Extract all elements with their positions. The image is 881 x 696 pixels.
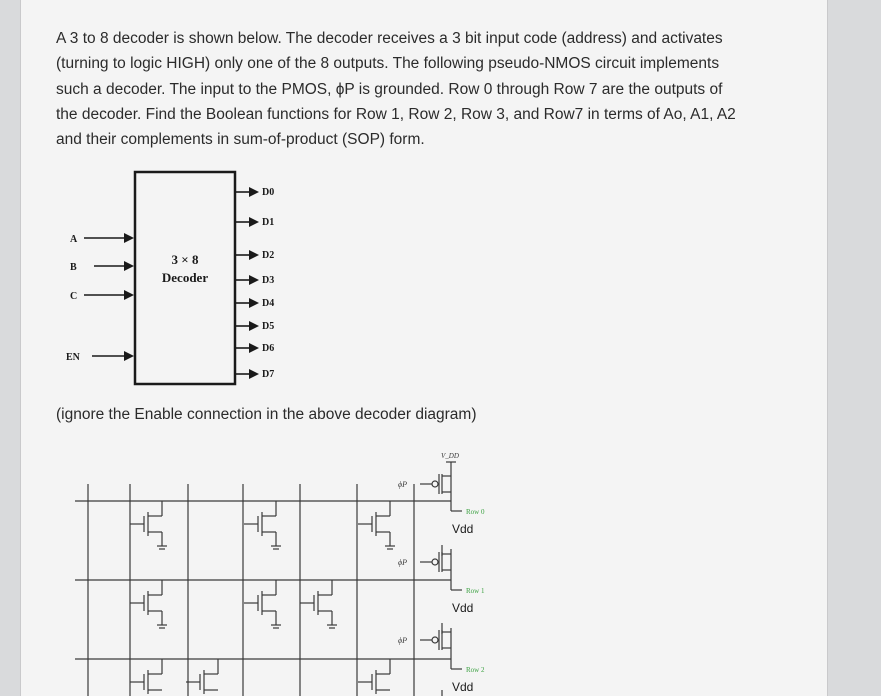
output-label-d7: D7 [262,369,275,380]
pseudo-nmos-circuit [75,462,462,696]
output-label-d5: D5 [262,321,275,332]
vdd-label-row1: Vdd [452,601,474,615]
row-label-1: Row 1 [466,587,485,595]
enable-note: (ignore the Enable connection in the above decoder diagram) [56,406,477,423]
vdd-label-row0: Vdd [452,522,474,536]
output-label-d2: D2 [262,250,275,261]
output-label-d0: D0 [262,187,275,198]
vdd-label-row2: Vdd [452,680,474,694]
decoder-label-name: Decoder [161,270,209,285]
pmos-row2 [420,630,451,650]
pmos-row0 [420,474,451,494]
input-arrows [84,238,126,356]
row-label-0: Row 0 [466,508,485,516]
phi-label-row0: ϕP [398,480,408,489]
output-label-d6: D6 [262,343,275,354]
pmos-row1 [420,552,451,572]
question-text: A 3 to 8 decoder is shown below. The decoder receives a 3 bit input code (address) and activates (turning to logic HIGH) only one of the 8 outputs. The following pseudo-NMOS circuit implements such a decoder. The input to the PMOS, ϕP is grounded. Row 0 through Row 7 are the outputs of the decoder. Find the Boolean functions for Row 1, Row 2, Row 3, and Row7 in terms of Ao, A1, A2 and their complements in sum-of-product (SOP) form. [56,30,736,149]
nmos-transistors [130,501,395,694]
phi-label-row2: ϕP [398,636,408,645]
output-arrows [236,192,250,374]
output-label-d1: D1 [262,217,275,228]
input-label-b: B [70,262,77,273]
decoder-label-size: 3 × 8 [171,252,199,267]
input-label-a: A [70,234,78,245]
row-label-2: Row 2 [466,666,485,674]
enable-label: EN [66,352,80,363]
output-label-d4: D4 [262,298,275,309]
phi-label-row1: ϕP [398,558,408,567]
vdd-top-label: V_DD [441,452,459,460]
input-label-c: C [70,291,78,302]
output-label-d3: D3 [262,275,275,286]
